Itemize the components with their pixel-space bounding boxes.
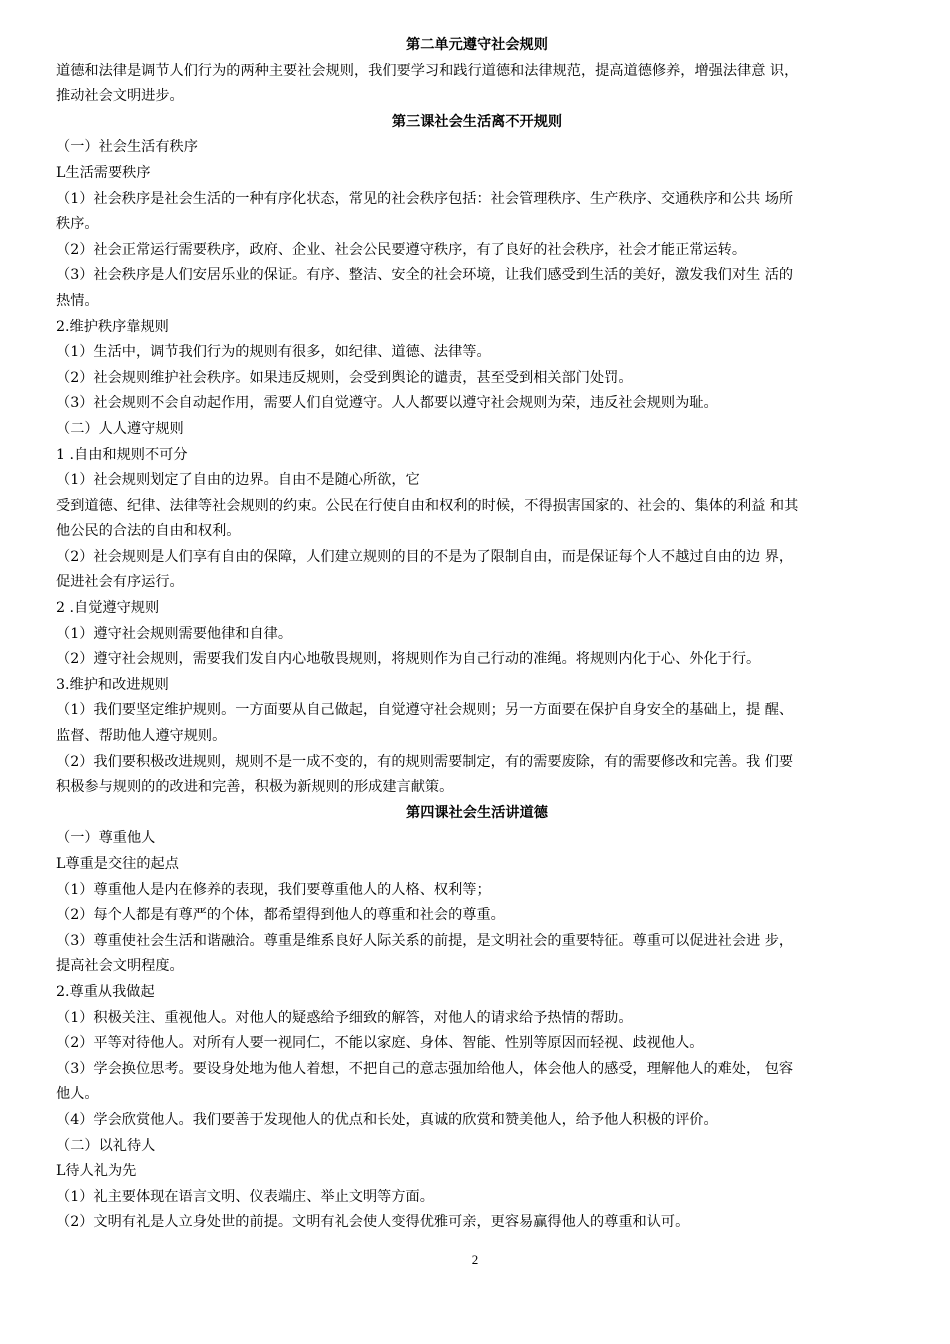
text-line: （二）以礼待人 — [56, 1137, 156, 1154]
text-line: L生活需要秩序 — [56, 164, 151, 181]
text-line: 3.维护和改进规则 — [56, 676, 169, 693]
text-line: 道德和法律是调节人们行为的两种主要社会规则，我们要学习和践行道德和法律规范，提高道德修养，增强法律意 识， — [56, 62, 799, 79]
text-line: （1）礼主要体现在语言文明、仪表端庄、举止文明等方面。 — [56, 1188, 434, 1205]
text-line: （1）社会规则划定了自由的边界。自由不是随心所欲，它 — [56, 472, 420, 489]
text-line: （二）人人遵守规则 — [56, 420, 184, 437]
text-line: 2.维护秩序靠规则 — [56, 318, 169, 335]
text-line: L待人礼为先 — [56, 1163, 137, 1180]
text-line: （1）尊重他人是内在修养的表现，我们要尊重他人的人格、权利等； — [56, 881, 491, 898]
text-line: （2）我们要积极改进规则，规则不是一成不变的，有的规则需要制定，有的需要废除，有的需要修改和完善。我 们要 — [56, 753, 794, 770]
text-line: 1 .自由和规则不可分 — [56, 446, 188, 463]
document-body — [56, 33, 898, 1236]
text-line: 受到道德、纪律、法律等社会规则的约束。公民在行使自由和权利的时候，不得损害国家的、社会的、集体的利益 和其 — [56, 497, 799, 514]
text-line: （1）我们要坚定维护规则。一方面要从自己做起，自觉遵守社会规则；另一方面要在保护自身安全的基础上，提 醒、 — [56, 702, 794, 719]
section-heading: 第四课社会生活讲道德 — [406, 804, 548, 821]
text-line: （4）学会欣赏他人。我们要善于发现他人的优点和长处，真诚的欣赏和赞美他人，给予他人积极的评价。 — [56, 1111, 718, 1128]
text-line: （2）遵守社会规则，需要我们发自内心地敬畏规则，将规则作为自己行动的准绳。将规则内化于心、外化于行。 — [56, 651, 761, 668]
text-line: 他公民的合法的自由和权利。 — [56, 523, 241, 540]
text-line: L尊重是交往的起点 — [56, 856, 179, 872]
text-line: 秩序。 — [56, 216, 99, 233]
text-line: （2）文明有礼是人立身处世的前提。文明有礼会使人变得优雅可亲，更容易赢得他人的尊重和认可。 — [56, 1214, 690, 1231]
text-line: 促进社会有序运行。 — [56, 574, 184, 591]
section-heading: 第二单元遵守社会规则 — [406, 37, 548, 53]
text-line: （2）社会规则维护社会秩序。如果违反规则，会受到舆论的谴责，甚至受到相关部门处罚。 — [56, 369, 633, 386]
section-heading: 第三课社会生活离不开规则 — [391, 113, 563, 130]
text-line: （2）平等对待他人。对所有人要一视同仁，不能以家庭、身体、智能、性别等原因而轻视、歧视他人。 — [56, 1035, 704, 1052]
text-line: 提高社会文明程度。 — [56, 958, 184, 975]
text-line: （1）积极关注、重视他人。对他人的疑惑给予细致的解答，对他人的请求给予热情的帮助。 — [56, 1009, 633, 1026]
text-line: （2）社会规则是人们享有自由的保障，人们建立规则的目的不是为了限制自由，而是保证每个人不越过自由的边 界， — [56, 548, 794, 565]
text-line: 热情。 — [56, 292, 99, 309]
text-line: （3）尊重使社会生活和谐融洽。尊重是维系良好人际关系的前提，是文明社会的重要特征。尊重可以促进社会进 步， — [56, 932, 794, 949]
text-line: （1）生活中，调节我们行为的规则有很多，如纪律、道德、法律等。 — [56, 344, 491, 361]
text-line: （3）社会规则不会自动起作用，需要人们自觉遵守。人人都要以遵守社会规则为荣，违反社会规则为耻。 — [56, 395, 718, 412]
text-line: （3）学会换位思考。要设身处地为他人着想，不把自己的意志强加给他人，体会他人的感受，理解他人的难处， 包容 — [56, 1060, 794, 1077]
text-line: 他人。 — [56, 1086, 99, 1103]
text-line: 积极参与规则的的改进和完善，积极为新规则的形成建言献策。 — [56, 779, 454, 796]
text-line: （一）社会生活有秩序 — [56, 139, 198, 156]
text-line: 2 .自觉遵守规则 — [56, 600, 160, 617]
text-line: （2）社会正常运行需要秩序，政府、企业、社会公民要遵守秩序，有了良好的社会秩序，社会才能正常运转。 — [56, 241, 747, 258]
text-line: 推动社会文明进步。 — [56, 88, 184, 105]
text-line: （3）社会秩序是人们安居乐业的保证。有序、整洁、安全的社会环境，让我们感受到生活的美好，激发我们对生 活的 — [56, 267, 794, 284]
text-line: （1）遵守社会规则需要他律和自律。 — [56, 625, 293, 642]
text-line: 2.尊重从我做起 — [56, 983, 155, 1000]
page-number: 2 — [471, 1252, 479, 1267]
text-line: 监督、帮助他人遵守规则。 — [56, 728, 227, 745]
text-line: （一）尊重他人 — [56, 830, 156, 847]
text-line: （1）社会秩序是社会生活的一种有序化状态，常见的社会秩序包括：社会管理秩序、生产秩序、交通秩序和公共 场所 — [56, 190, 794, 207]
text-line: （2）每个人都是有尊严的个体，都希望得到他人的尊重和社会的尊重。 — [56, 907, 505, 924]
